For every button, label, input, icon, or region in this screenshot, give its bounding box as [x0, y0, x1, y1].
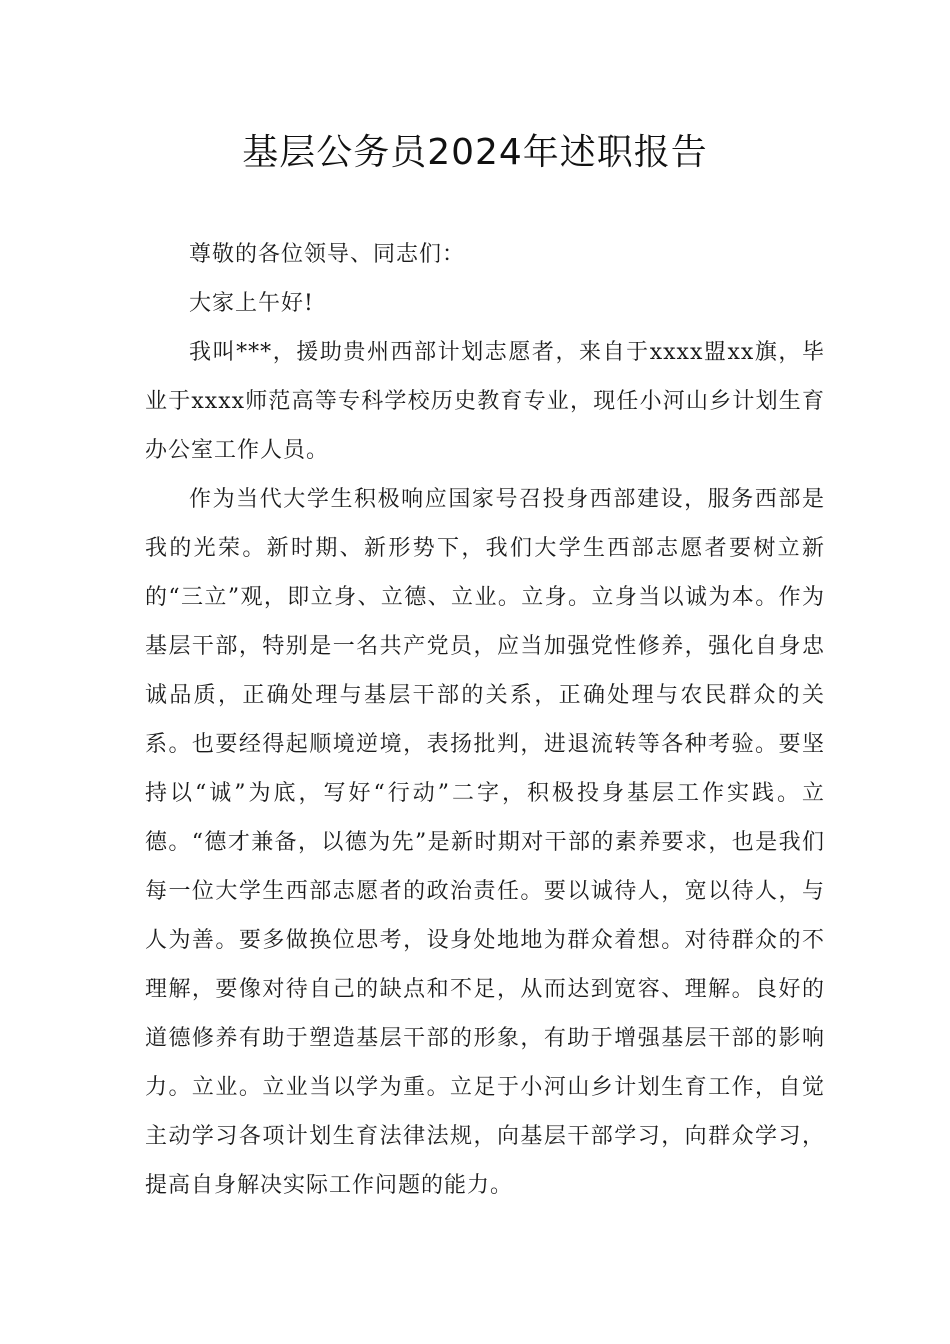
introduction-paragraph: 我叫***，援助贵州西部计划志愿者，来自于xxxx盟xx旗，毕业于xxxx师范高等专科学校历史教育专业，现任小河山乡计划生育办公室工作人员。: [145, 340, 825, 463]
salutation-paragraph: 尊敬的各位领导、同志们：: [189, 242, 466, 267]
greeting-paragraph: 大家上午好!: [189, 291, 314, 316]
document-title: 基层公务员2024年述职报告: [242, 132, 708, 173]
main-paragraph: 作为当代大学生积极响应国家号召投身西部建设，服务西部是我的光荣。新时期、新形势下，我们大学生西部志愿者要树立新的“三立”观，即立身、立德、立业。立身。立身当以诚为本。作为基层干部，特别是一名共产党员，应当加强党性修养，强化自身忠诚品质，正确处理与基层干部的关系，正确处理与农民群众的关系。也要经得起顺境逆境，表扬批判，进退流转等各种考验。要坚持以“诚”为底，写好“行动”二字，积极投身基层工作实践。立德。“德才兼备，以德为先”是新时期对干部的素养要求，也是我们每一位大学生西部志愿者的政治责任。要以诚待人，宽以待人，与人为善。要多做换位思考，设身处地地为群众着想。对待群众的不理解，要像对待自己的缺点和不足，从而达到宽容、理解。良好的道德修养有助于塑造基层干部的形象，有助于增强基层干部的影响力。立业。立业当以学为重。立足于小河山乡计划生育工作，自觉主动学习各项计划生育法律法规，向基层干部学习，向群众学习，提高自身解决实际工作问题的能力。: [145, 487, 825, 1198]
document-body: [145, 230, 825, 1210]
